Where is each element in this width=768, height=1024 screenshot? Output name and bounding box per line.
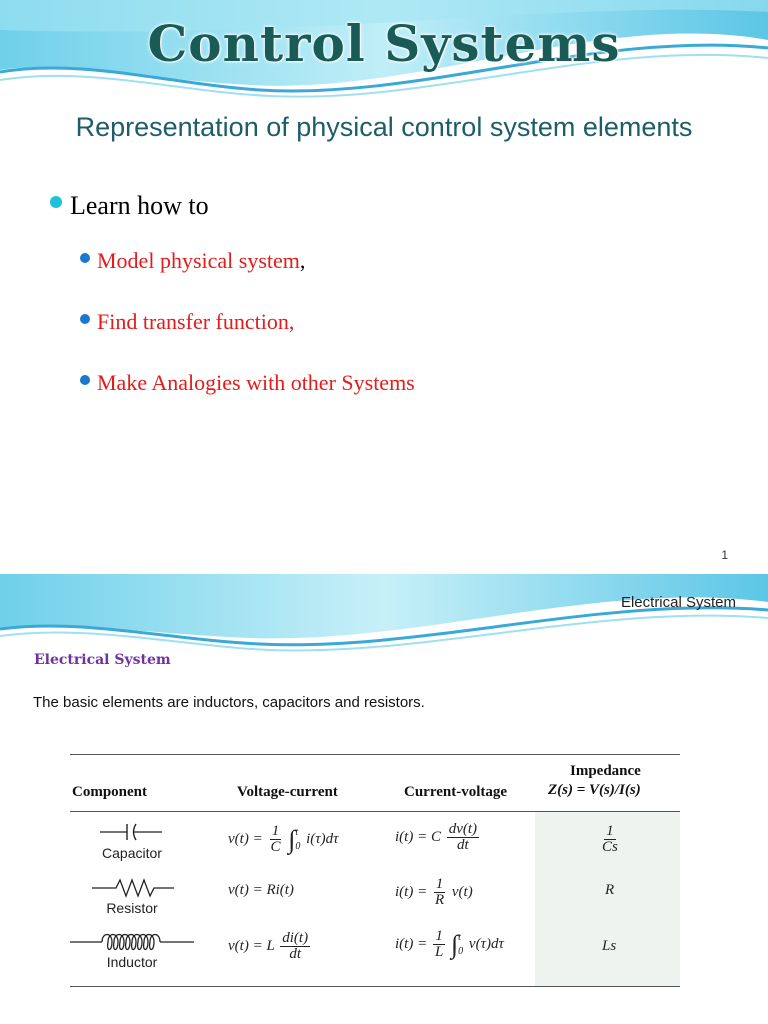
- subbullet-model: [80, 248, 305, 274]
- resistor-current-voltage: [395, 877, 473, 908]
- page-number: 1: [721, 548, 728, 562]
- cap-vc-den: C: [270, 839, 281, 855]
- cap-vc-num: 1: [271, 823, 280, 839]
- header-impedance: Impedance: [570, 763, 641, 779]
- ind-cv-lower: 0: [458, 945, 464, 957]
- ind-cv-num: 1: [435, 928, 443, 944]
- bullet-dot-icon: [80, 253, 90, 263]
- bullet-dot-icon: [80, 314, 90, 324]
- ind-vc-fraction: [280, 931, 310, 962]
- subbullet-text: Model physical system: [97, 248, 300, 273]
- cap-z-num: 1: [606, 823, 614, 839]
- inductor-current-voltage: [395, 929, 504, 960]
- elements-table: [70, 754, 680, 987]
- cap-vc-upper: t: [295, 826, 299, 838]
- inductor-label: Inductor: [106, 954, 158, 970]
- header-voltage-current: Voltage-current: [237, 784, 338, 800]
- integral-sign: ∫: [451, 929, 459, 959]
- bullet-learn-how-to: [50, 191, 209, 221]
- ind-cv-upper: t: [458, 931, 461, 943]
- res-cv-fraction: [433, 877, 446, 908]
- cap-z-den: Cs: [602, 839, 618, 855]
- ind-cv-tail: v(τ)dτ: [468, 935, 504, 952]
- header-wave-decoration: [0, 574, 768, 654]
- cap-cv-lhs: i(t) = C: [395, 828, 441, 845]
- bullet-dot-icon: [50, 196, 62, 208]
- table-bottom-rule: [70, 986, 680, 987]
- capacitor-current-voltage: [395, 822, 481, 853]
- cap-vc-tail: i(τ)dτ: [306, 830, 339, 847]
- slide-subtitle: Representation of physical control system elements: [75, 112, 693, 142]
- subbullet-suffix: ,: [299, 248, 306, 273]
- resistor-label: Resistor: [106, 900, 158, 916]
- ind-vc-den: dt: [289, 946, 302, 962]
- ind-cv-lhs: i(t) =: [395, 935, 431, 952]
- header-current-voltage: Current-voltage: [404, 784, 508, 800]
- slide-header-label: Electrical System: [620, 594, 736, 611]
- cap-vc-lower: 0: [295, 840, 301, 852]
- integral-sign: ∫: [288, 824, 296, 854]
- cap-vc-fraction: [268, 824, 282, 855]
- cap-vc-limits: [295, 826, 300, 854]
- header-component: Component: [72, 784, 148, 800]
- subbullet-text: Make Analogies with other Systems: [97, 370, 415, 395]
- ind-cv-fraction: [433, 929, 445, 960]
- bullet-text: Learn how to: [70, 191, 209, 220]
- res-cv-lhs: i(t) =: [395, 883, 431, 900]
- capacitor-symbol-icon: [100, 822, 162, 847]
- cap-vc-lhs: v(t) =: [228, 830, 267, 847]
- subbullet-text: Find transfer function,: [97, 309, 295, 334]
- res-cv-num: 1: [435, 876, 444, 892]
- resistor-impedance: R: [605, 882, 615, 898]
- cap-cv-num: dv(t): [448, 821, 478, 837]
- inductor-impedance: Ls: [602, 938, 617, 954]
- resistor-voltage-current: v(t) = Ri(t): [228, 882, 294, 898]
- ind-vc-num: di(t): [282, 930, 309, 946]
- bullet-dot-icon: [80, 375, 90, 385]
- capacitor-voltage-current: [228, 824, 338, 855]
- capacitor-label: Capacitor: [102, 845, 162, 861]
- ind-vc-lhs: v(t) = L: [228, 937, 275, 954]
- res-cv-tail: v(t): [451, 883, 473, 900]
- section-description: The basic elements are inductors, capacitors and resistors.: [33, 694, 425, 711]
- subbullet-analogies: [80, 370, 415, 396]
- capacitor-impedance: [598, 824, 622, 855]
- slide-title: Control Systems: [147, 14, 621, 73]
- slide-2: [0, 574, 768, 1024]
- inductor-voltage-current: [228, 931, 312, 962]
- section-title: Electrical System: [34, 652, 171, 668]
- ind-cv-limits: [458, 931, 463, 959]
- cap-cv-fraction: [447, 822, 479, 853]
- cap-z-fraction: [600, 824, 620, 855]
- res-cv-den: R: [434, 892, 445, 908]
- subbullet-transfer: [80, 309, 294, 335]
- header-impedance-formula: Z(s) = V(s)/I(s): [548, 782, 641, 798]
- table-header-rule: [70, 811, 680, 812]
- ind-cv-den: L: [434, 944, 444, 960]
- cap-cv-den: dt: [457, 837, 469, 853]
- table-top-rule: [70, 754, 680, 755]
